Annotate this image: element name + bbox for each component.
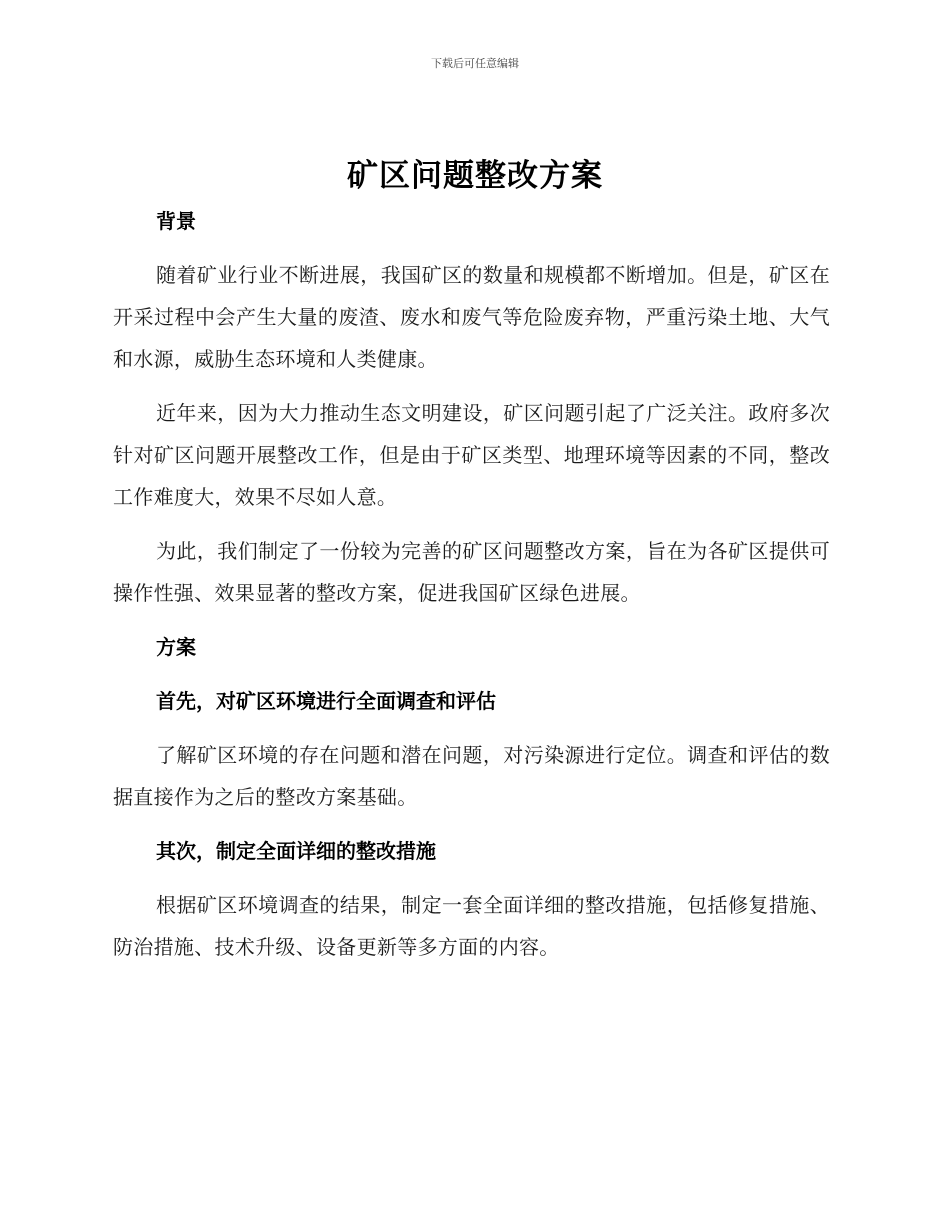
paragraph-background-2: 近年来，因为大力推动生态文明建设，矿区问题引起了广泛关注。政府多次针对矿区问题开展整改工作，但是由于矿区类型、地理环境等因素的不同，整改工作难度大，效果不尽如人意。	[113, 401, 830, 509]
paragraph-survey: 了解矿区环境的存在问题和潜在问题，对污染源进行定位。调查和评估的数据直接作为之后的整改方案基础。	[113, 743, 830, 809]
section-heading-background: 背景	[156, 209, 196, 233]
paragraph-background-1: 随着矿业行业不断进展，我国矿区的数量和规模都不断增加。但是，矿区在开采过程中会产生大量的废渣、废水和废气等危险废弃物，严重污染土地、大气和水源，威胁生态环境和人类健康。	[113, 263, 830, 371]
page-header: 下载后可任意编辑	[431, 57, 519, 70]
document-body	[113, 200, 830, 980]
section-heading-plan: 方案	[156, 635, 196, 659]
paragraph-background-3: 为此，我们制定了一份较为完善的矿区问题整改方案，旨在为各矿区提供可操作性强、效果显著的整改方案，促进我国矿区绿色进展。	[113, 539, 830, 605]
document-title: 矿区问题整改方案	[347, 158, 603, 194]
subheading-survey: 首先，对矿区环境进行全面调查和评估	[156, 689, 496, 713]
subheading-measures: 其次，制定全面详细的整改措施	[156, 839, 436, 863]
paragraph-measures: 根据矿区环境调查的结果，制定一套全面详细的整改措施，包括修复措施、防治措施、技术升级、设备更新等多方面的内容。	[113, 893, 830, 959]
